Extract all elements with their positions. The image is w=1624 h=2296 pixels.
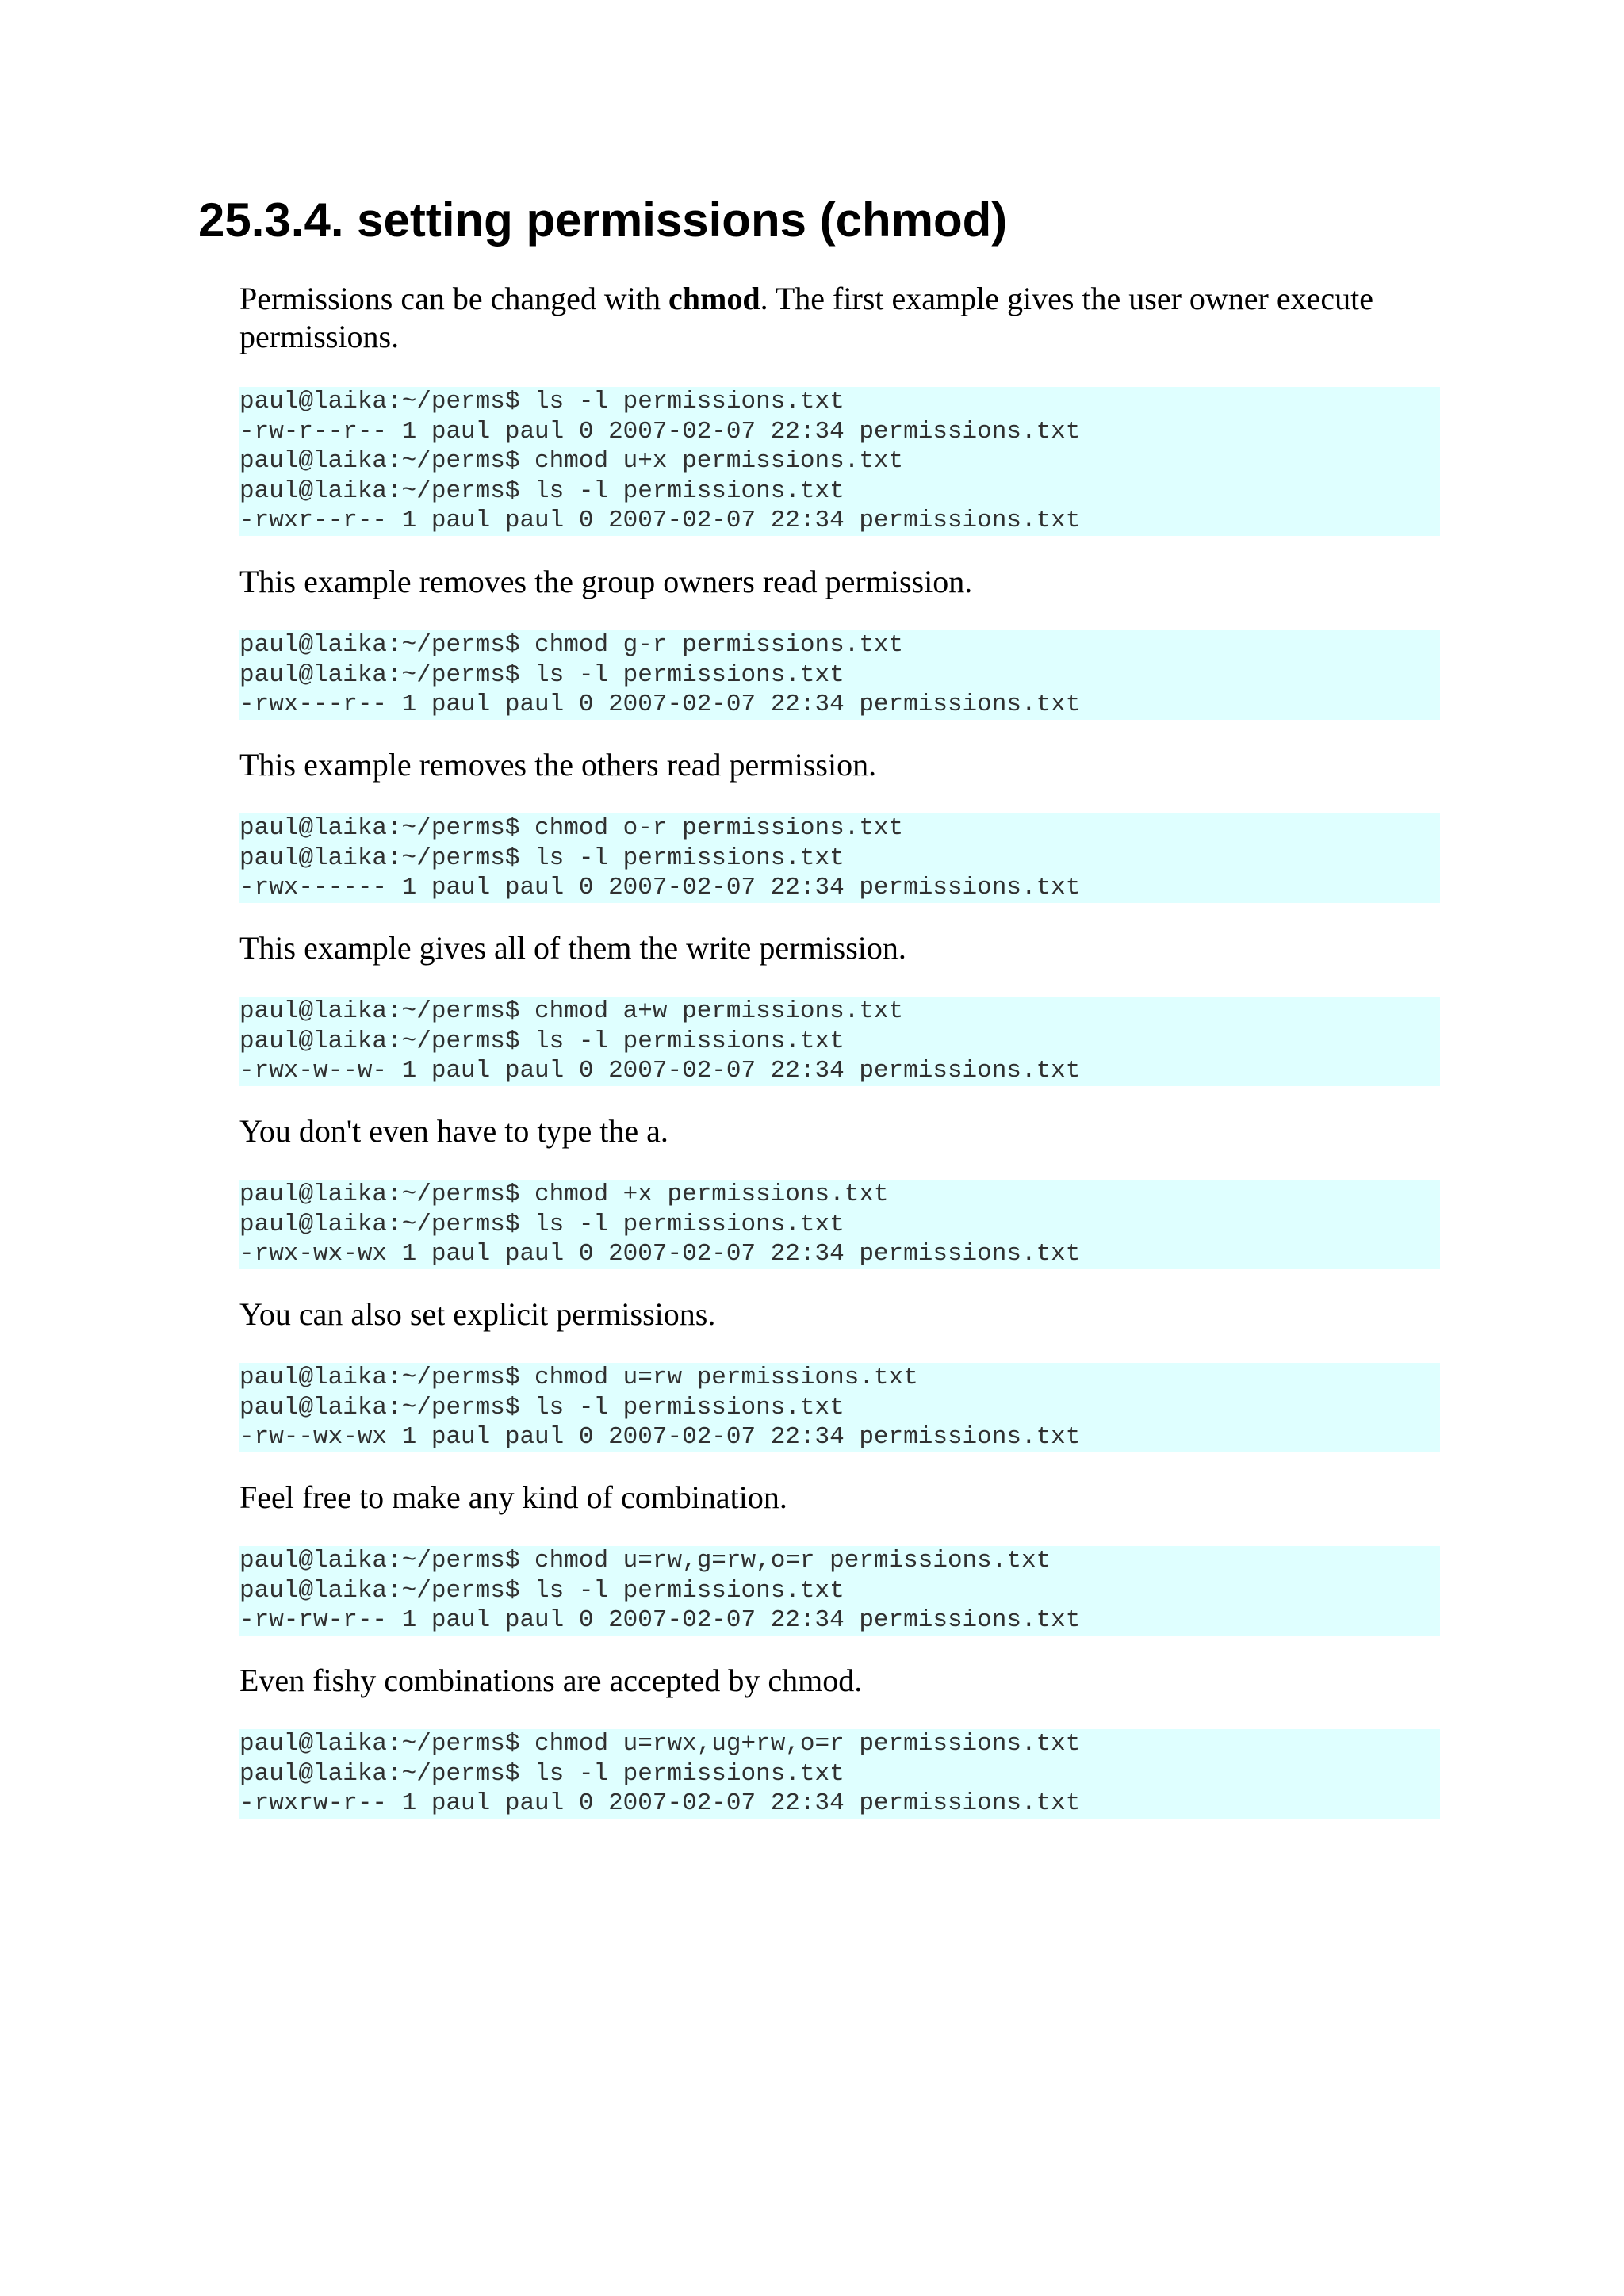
code-line: paul@laika:~/perms$ ls -l permissions.txt bbox=[239, 660, 845, 689]
paragraph-all-write: This example gives all of them the write permission. bbox=[239, 930, 906, 966]
code-line: -rw-rw-r-- 1 paul paul 0 2007-02-07 22:34 permissions.txt bbox=[239, 1606, 1081, 1634]
code-block-2 bbox=[239, 630, 1440, 720]
code-block-4 bbox=[239, 997, 1440, 1086]
code-line: -rwx---r-- 1 paul paul 0 2007-02-07 22:34 permissions.txt bbox=[239, 691, 1081, 718]
code-block-5 bbox=[239, 1180, 1440, 1269]
intro-paragraph bbox=[239, 280, 1445, 356]
code-line: paul@laika:~/perms$ chmod o-r permissions.txt bbox=[239, 814, 904, 842]
code-line: paul@laika:~/perms$ ls -l permissions.txt bbox=[239, 844, 845, 872]
code-line: paul@laika:~/perms$ ls -l permissions.txt bbox=[239, 1027, 845, 1055]
code-line: -rw--wx-wx 1 paul paul 0 2007-02-07 22:34 permissions.txt bbox=[239, 1423, 1081, 1451]
paragraph-fishy: Even fishy combinations are accepted by chmod. bbox=[239, 1663, 863, 1698]
code-line: paul@laika:~/perms$ chmod a+w permissions.txt bbox=[239, 997, 904, 1025]
code-line: -rwx------ 1 paul paul 0 2007-02-07 22:34 permissions.txt bbox=[239, 874, 1081, 901]
code-line: paul@laika:~/perms$ chmod u=rw permissions.txt bbox=[239, 1364, 918, 1391]
paragraph-explicit: You can also set explicit permissions. bbox=[239, 1296, 716, 1332]
code-line: paul@laika:~/perms$ ls -l permissions.txt bbox=[239, 1210, 845, 1238]
code-line: paul@laika:~/perms$ ls -l permissions.txt bbox=[239, 388, 845, 415]
code-line: -rwxr--r-- 1 paul paul 0 2007-02-07 22:34 permissions.txt bbox=[239, 507, 1081, 534]
code-line: -rwxrw-r-- 1 paul paul 0 2007-02-07 22:34 permissions.txt bbox=[239, 1789, 1081, 1817]
section-heading: 25.3.4. setting permissions (chmod) bbox=[198, 193, 1008, 247]
code-block-8 bbox=[239, 1729, 1440, 1819]
paragraph-others-read: This example removes the others read permission. bbox=[239, 747, 877, 783]
code-line: paul@laika:~/perms$ chmod u=rwx,ug+rw,o=r permissions.txt bbox=[239, 1730, 1081, 1758]
paragraph-group-read: This example removes the group owners read permission. bbox=[239, 564, 973, 599]
code-block-6 bbox=[239, 1363, 1440, 1452]
code-block-3 bbox=[239, 813, 1440, 903]
code-line: paul@laika:~/perms$ chmod u=rw,g=rw,o=r permissions.txt bbox=[239, 1547, 1051, 1575]
paragraph-combination: Feel free to make any kind of combination. bbox=[239, 1479, 787, 1515]
code-line: -rwx-w--w- 1 paul paul 0 2007-02-07 22:34 permissions.txt bbox=[239, 1057, 1081, 1085]
code-line: -rwx-wx-wx 1 paul paul 0 2007-02-07 22:34 permissions.txt bbox=[239, 1240, 1081, 1268]
intro-text-after: . The first example gives the user owner execute permissions. bbox=[239, 281, 1373, 354]
code-block-7 bbox=[239, 1546, 1440, 1636]
intro-text-before: Permissions can be changed with bbox=[239, 281, 668, 316]
code-block-1 bbox=[239, 387, 1440, 536]
code-line: paul@laika:~/perms$ chmod g-r permissions.txt bbox=[239, 631, 904, 659]
code-line: paul@laika:~/perms$ ls -l permissions.txt bbox=[239, 476, 845, 505]
code-line: paul@laika:~/perms$ ls -l permissions.txt bbox=[239, 1759, 845, 1788]
code-line: paul@laika:~/perms$ chmod u+x permissions.txt bbox=[239, 447, 904, 475]
intro-command-name: chmod bbox=[668, 281, 760, 316]
code-line: paul@laika:~/perms$ ls -l permissions.txt bbox=[239, 1576, 845, 1605]
code-line: paul@laika:~/perms$ ls -l permissions.txt bbox=[239, 1393, 845, 1422]
code-line: -rw-r--r-- 1 paul paul 0 2007-02-07 22:34 permissions.txt bbox=[239, 417, 1081, 446]
code-line: paul@laika:~/perms$ chmod +x permissions.txt bbox=[239, 1181, 889, 1208]
paragraph-omit-a: You don't even have to type the a. bbox=[239, 1113, 668, 1149]
